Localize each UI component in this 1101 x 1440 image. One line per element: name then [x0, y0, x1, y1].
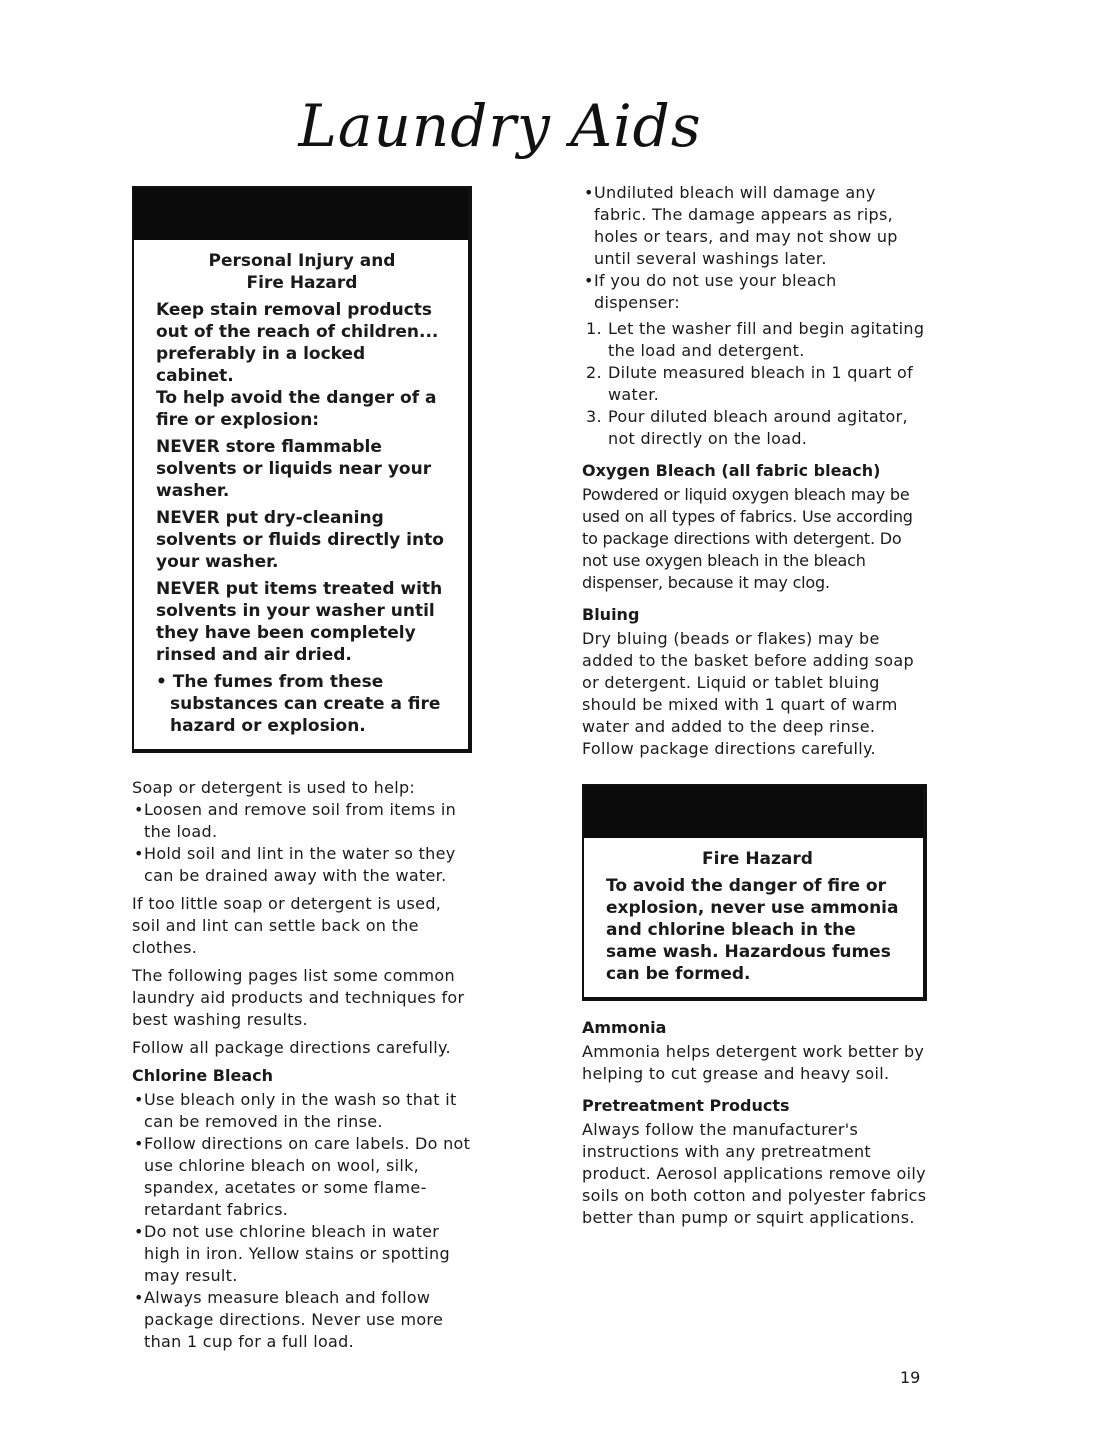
- list-item: •Always measure bleach and follow package directions. Never use more than 1 cup for a full load.: [134, 1288, 444, 1351]
- section-heading-bluing: Bluing: [582, 605, 640, 624]
- list-item-text: Undiluted bleach will damage any fabric. The damage appears as rips, holes or tears, and may not show up until several washings later.: [594, 183, 898, 268]
- step-item: [582, 362, 927, 406]
- list-item-text: Always measure bleach and follow package directions. Never use more than 1 cup for a full load.: [144, 1288, 444, 1351]
- list-item: •Follow directions on care labels. Do not use chlorine bleach on wool, silk, spandex, acetates or some flame-retardant fabrics.: [134, 1134, 471, 1219]
- intro-text: Soap or detergent is used to help:: [132, 778, 416, 797]
- warning-bullet-text: The fumes from these substances can create a fire hazard or explosion.: [170, 672, 441, 736]
- section-heading-oxygen: Oxygen Bleach (all fabric bleach): [582, 461, 881, 480]
- warning-box-personal-injury: [132, 186, 472, 753]
- warning-bullet: • The fumes from these substances can create a fire hazard or explosion.: [156, 672, 441, 736]
- warning-heading-line2: Fire Hazard: [246, 273, 358, 293]
- list-item-text: Hold soil and lint in the water so they can be drained away with the water.: [144, 844, 456, 885]
- list-item: •Do not use chlorine bleach in water high in iron. Yellow stains or spotting may result.: [134, 1222, 450, 1285]
- list-item-text: Do not use chlorine bleach in water high in iron. Yellow stains or spotting may result.: [144, 1222, 450, 1285]
- step-text: Dilute measured bleach in 1 quart of water.: [608, 363, 914, 404]
- paragraph: Ammonia helps detergent work better by helping to cut grease and heavy soil.: [582, 1042, 925, 1083]
- section-heading-ammonia: Ammonia: [582, 1018, 667, 1037]
- step-text: Pour diluted bleach around agitator, not directly on the load.: [608, 407, 908, 448]
- warning-box-fire-hazard: [582, 784, 927, 1001]
- step-text: Let the washer fill and begin agitating the load and detergent.: [608, 319, 925, 360]
- step-number: 3.: [586, 407, 602, 426]
- step-item: [582, 318, 927, 362]
- list-item-text: Loosen and remove soil from items in the load.: [144, 800, 457, 841]
- warning-text: NEVER store flammable solvents or liquids near your washer.: [156, 437, 432, 501]
- step-number: 1.: [586, 319, 602, 338]
- paragraph: Powdered or liquid oxygen bleach may be used on all types of fabrics. Use according to package directions with detergent. Do not use oxygen bleach in the bleach dispenser, because it may clog.: [582, 485, 913, 592]
- list-item-text: Follow directions on care labels. Do not use chlorine bleach on wool, silk, spandex, acetates or some flame-retardant fabrics.: [144, 1134, 471, 1219]
- left-column: [132, 186, 472, 1353]
- warning-text: To help avoid the danger of a fire or explosion:: [156, 388, 437, 430]
- list-item: •Hold soil and lint in the water so they can be drained away with the water.: [134, 844, 456, 885]
- warning-text: NEVER put dry-cleaning solvents or fluids directly into your washer.: [156, 508, 444, 572]
- page-number: 19: [900, 1368, 921, 1387]
- list-item-text: Use bleach only in the wash so that it can be removed in the rinse.: [144, 1090, 457, 1131]
- list-item-text: If you do not use your bleach dispenser:: [594, 271, 837, 312]
- warning-heading-line1: Personal Injury and: [208, 251, 396, 271]
- list-item: •Undiluted bleach will damage any fabric. The damage appears as rips, holes or tears, and may not show up until several washings later.: [584, 183, 898, 268]
- paragraph: Always follow the manufacturer's instructions with any pretreatment product. Aerosol applications remove oily soils on both cotton and polyester fabrics better than pump or squirt applications.: [582, 1120, 927, 1227]
- step-number: 2.: [586, 363, 602, 382]
- warning-text: NEVER put items treated with solvents in your washer until they have been completely rinsed and air dried.: [156, 579, 443, 665]
- page-title: Laundry Aids: [298, 92, 702, 160]
- right-column: [582, 182, 927, 1235]
- list-item: •If you do not use your bleach dispenser:: [584, 271, 837, 312]
- warning-text: Keep stain removal products out of the reach of children... preferably in a locked cabinet.: [156, 300, 439, 386]
- section-heading-pretreatment: Pretreatment Products: [582, 1096, 790, 1115]
- paragraph: The following pages list some common laundry aid products and techniques for best washing results.: [132, 966, 465, 1029]
- paragraph: Follow all package directions carefully.: [132, 1038, 451, 1057]
- section-heading-chlorine: Chlorine Bleach: [132, 1066, 273, 1085]
- warning-text: To avoid the danger of fire or explosion, never use ammonia and chlorine bleach in the same wash. Hazardous fumes can be formed.: [606, 876, 899, 984]
- warning-heading: Fire Hazard: [702, 849, 813, 869]
- step-item: [582, 406, 927, 450]
- paragraph: Dry bluing (beads or flakes) may be added to the basket before adding soap or detergent. Liquid or tablet bluing should be mixed with 1 quart of warm water and added to the deep rinse. Follow package directions carefully.: [582, 629, 914, 758]
- paragraph: If too little soap or detergent is used, soil and lint can settle back on the clothes.: [132, 894, 442, 957]
- list-item: •Use bleach only in the wash so that it can be removed in the rinse.: [134, 1090, 457, 1131]
- warning-header-bar: [134, 188, 468, 240]
- list-item: •Loosen and remove soil from items in the load.: [134, 800, 457, 841]
- warning-header-bar: [584, 786, 923, 838]
